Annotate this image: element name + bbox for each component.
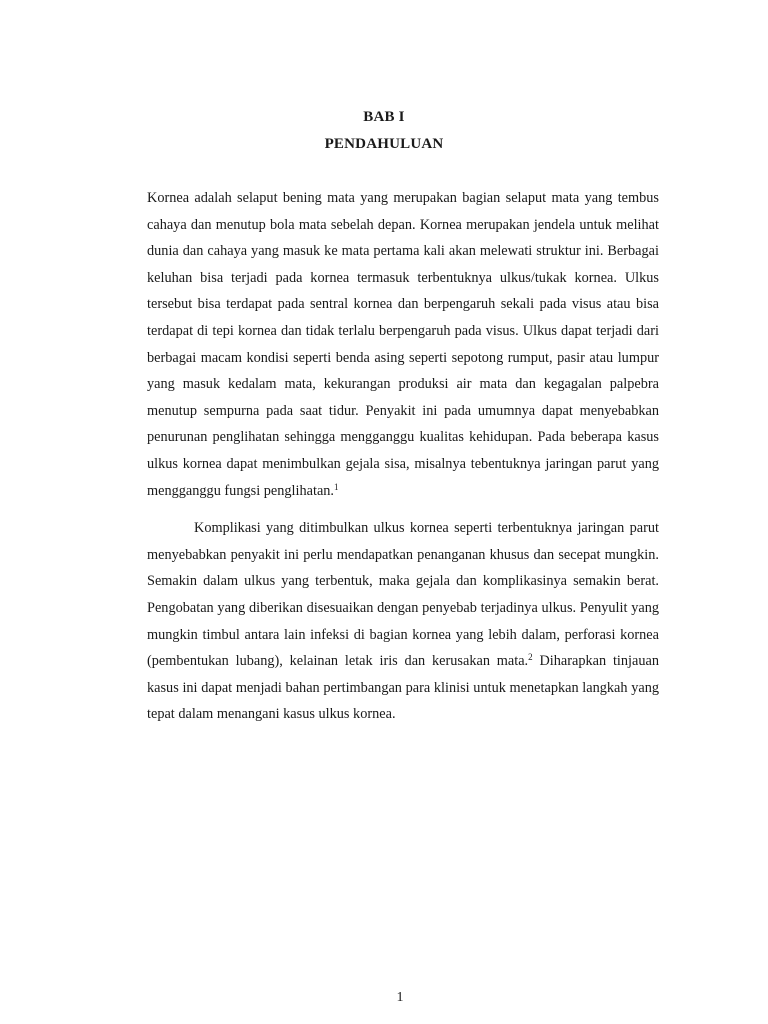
- paragraph-1-text: Kornea adalah selaput bening mata yang merupakan bagian selaput mata yang tembus cahaya dan menutup bola mata sebelah depan. Kornea merupakan jendela untuk melihat dunia dan cahaya yang masuk ke mata pertama kali akan melewati struktur ini. Berbagai keluhan bisa terjadi pada kornea termasuk terbentuknya ulkus/tukak kornea. Ulkus tersebut bisa terdapat pada sentral kornea dan berpengaruh sekali pada visus atau bisa terdapat di tepi kornea dan tidak terlalu berpengaruh pada visus. Ulkus dapat terjadi dari berbagai macam kondisi seperti benda asing seperti sepotong rumput, pasir atau lumpur yang masuk kedalam mata, kekurangan produksi air mata dan kegagalan palpebra menutup sempurna pada saat tidur. Penyakit ini pada umumnya dapat menyebabkan penurunan penglihatan sehingga mengganggu kualitas kehidupan. Pada beberapa kasus ulkus kornea dapat menimbulkan gejala sisa, misalnya tebentuknya jaringan parut yang mengganggu fungsi penglihatan.: [147, 190, 659, 499]
- footnote-ref-1: 1: [334, 481, 339, 492]
- chapter-title: PENDAHULUAN: [324, 136, 444, 152]
- page-number: 1: [396, 990, 404, 1005]
- paragraph-2: [147, 515, 659, 728]
- footnote-ref-2: 2: [528, 652, 533, 663]
- paragraph-2-text-before: Komplikasi yang ditimbulkan ulkus kornea seperti terbentuknya jaringan parut menyebabkan penyakit ini perlu mendapatkan penanganan khusus dan secepat mungkin. Semakin dalam ulkus yang terbentuk, maka gejala dan komplikasinya semakin berat. Pengobatan yang diberikan disesuaikan dengan penyebab terjadinya ulkus. Penyulit yang mungkin timbul antara lain infeksi di bagian kornea yang lebih dalam, perforasi kornea (pembentukan lubang), kelainan letak iris dan kerusakan mata.: [147, 520, 659, 670]
- chapter-number: BAB I: [363, 109, 405, 125]
- paragraph-1: [147, 185, 659, 504]
- document-body: [147, 185, 659, 728]
- paragraph-2-text-after: Diharapkan tinjauan kasus ini dapat menjadi bahan pertimbangan para klinisi untuk menetapkan langkah yang tepat dalam menangani kasus ulkus kornea.: [147, 653, 660, 723]
